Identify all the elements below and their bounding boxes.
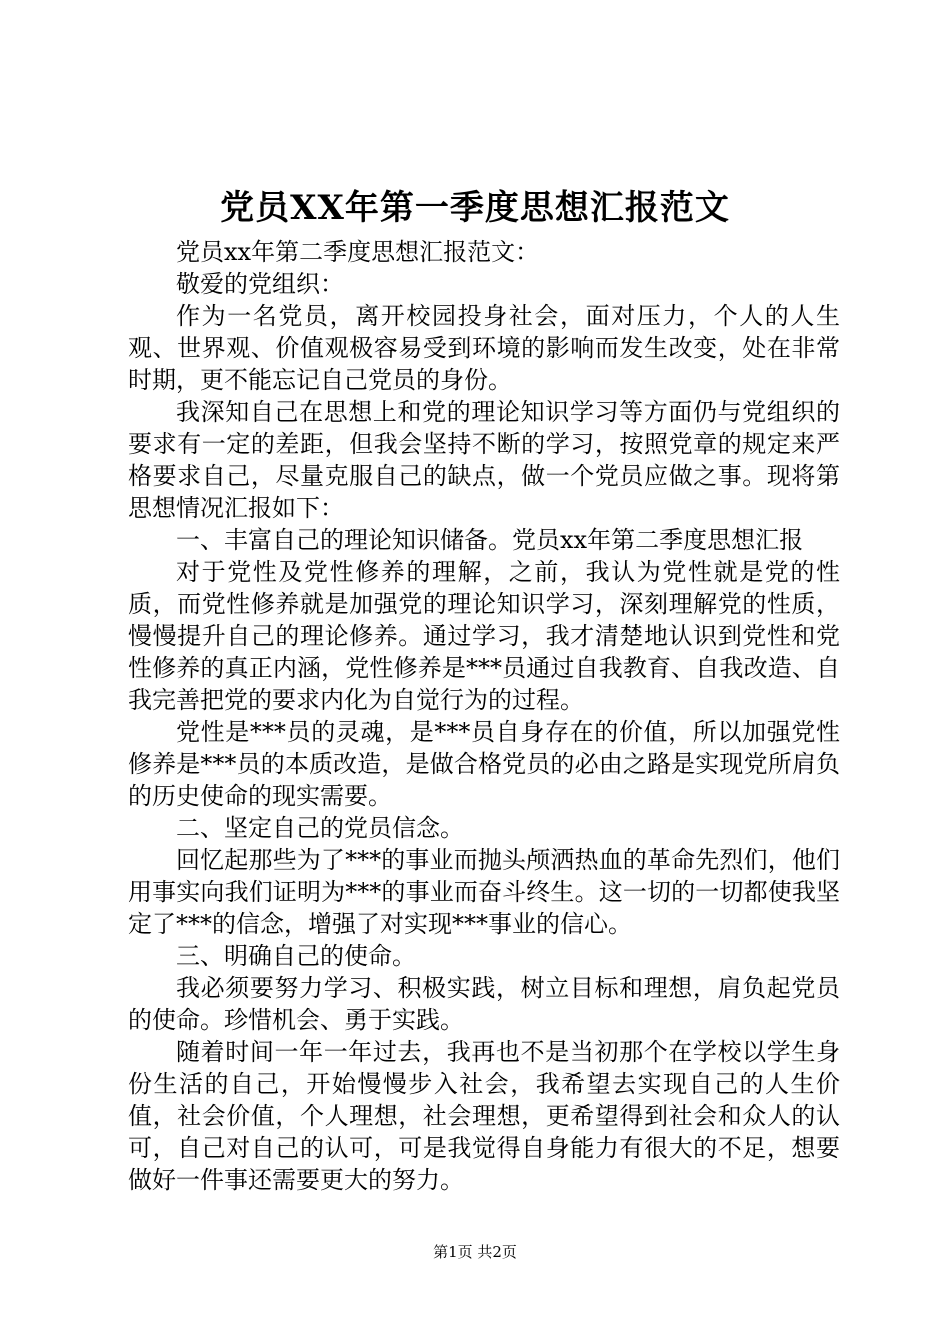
document-title: 党员XX年第一季度思想汇报范文 <box>220 188 730 228</box>
paragraph: 回忆起那些为了***的事业而抛头颅洒热血的革命先烈们，他们用事实向我们证明为***的事业而奋斗终生。这一切的一切都使我坚定了***的信念，增强了对实现***事业的信心。 <box>128 846 840 938</box>
paragraph: 二、坚定自己的党员信念。 <box>176 814 464 842</box>
page-footer: 第1页 共2页 <box>433 1243 517 1261</box>
paragraph: 随着时间一年一年过去，我再也不是当初那个在学校以学生身份生活的自己，开始慢慢步入社会，我希望去实现自己的人生价值，社会价值，个人理想，社会理想，更希望得到社会和众人的认可，自己对自己的认可，可是我觉得自身能力有很大的不足，想要做好一件事还需要更大的努力。 <box>128 1038 840 1194</box>
paragraph: 党性是***员的灵魂，是***员自身存在的价值，所以加强党性修养是***员的本质改造，是做合格党员的必由之路是实现党所肩负的历史使命的现实需要。 <box>128 718 840 810</box>
paragraph: 党员xx年第二季度思想汇报范文： <box>176 238 540 266</box>
paragraph: 我深知自己在思想上和党的理论知识学习等方面仍与党组织的要求有一定的差距，但我会坚持不断的学习，按照党章的规定来严格要求自己，尽量克服自己的缺点，做一个党员应做之事。现将第思想情况汇报如下： <box>128 398 840 522</box>
paragraph: 作为一名党员，离开校园投身社会，面对压力，个人的人生观、世界观、价值观极容易受到环境的影响而发生改变，处在非常时期，更不能忘记自己党员的身份。 <box>128 302 840 394</box>
paragraph: 我必须要努力学习、积极实践，树立目标和理想，肩负起党员的使命。珍惜机会、勇于实践。 <box>128 974 840 1034</box>
paragraph: 对于党性及党性修养的理解，之前，我认为党性就是党的性质，而党性修养就是加强党的理论知识学习，深刻理解党的性质，慢慢提升自己的理论修养。通过学习，我才清楚地认识到党性和党性修养的真正内涵，党性修养是***员通过自我教育、自我改造、自我完善把党的要求内化为自觉行为的过程。 <box>128 558 840 714</box>
paragraph: 三、明确自己的使命。 <box>176 942 416 970</box>
document-body <box>128 236 840 1196</box>
paragraph: 敬爱的党组织： <box>176 270 344 298</box>
paragraph: 一、丰富自己的理论知识储备。党员xx年第二季度思想汇报 <box>176 526 804 554</box>
